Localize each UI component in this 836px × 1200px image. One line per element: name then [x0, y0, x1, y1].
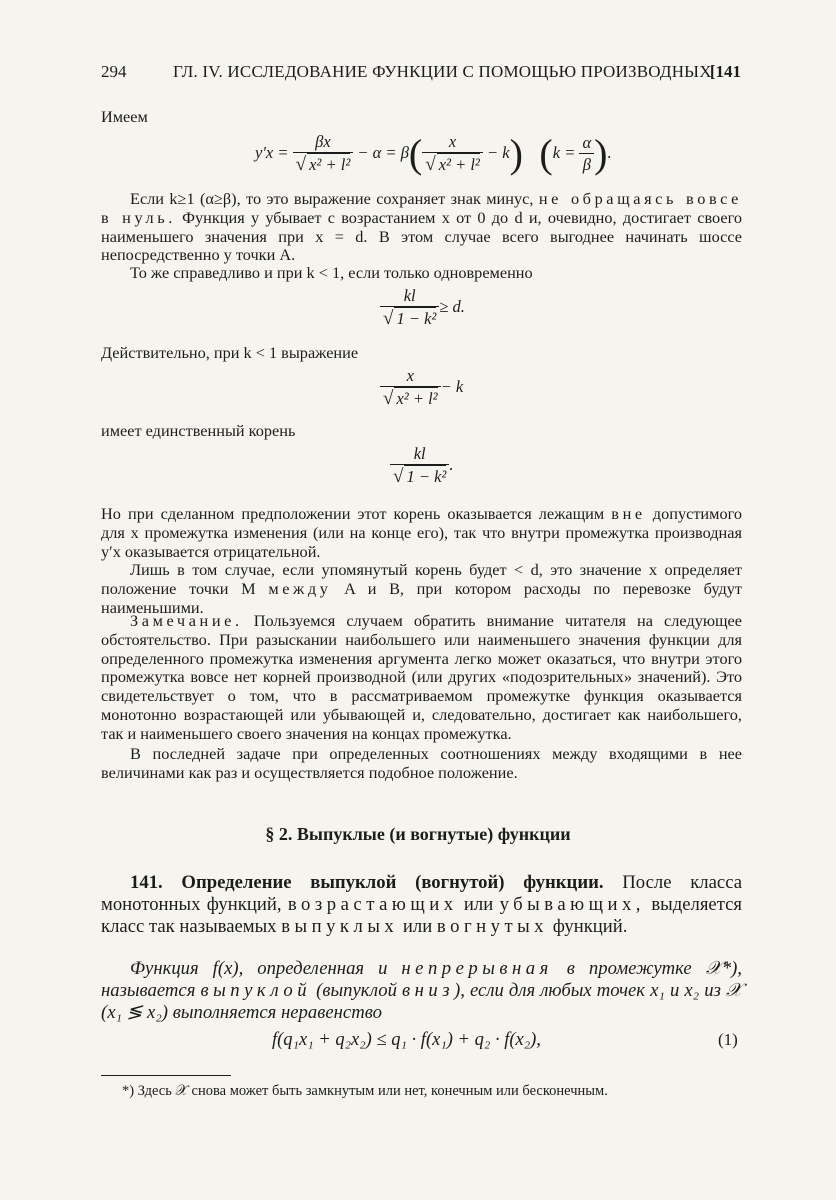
text-run: Но при сделанном предположении этот корень оказывается лежащим	[101, 504, 612, 523]
formula-tail: − k	[487, 142, 510, 162]
paragraph-4: имеет единственный корень	[101, 421, 296, 440]
fraction	[380, 286, 439, 330]
text-run: После класса монотонных функций,	[101, 872, 743, 915]
page-header	[101, 62, 741, 86]
paragraph-3: Действительно, при k < 1 выражение	[101, 343, 359, 362]
paragraph-remark	[101, 612, 742, 744]
radicand: x² + l²	[438, 155, 480, 174]
numerator: kl	[380, 286, 439, 307]
fraction	[380, 366, 441, 410]
radicand: 1 − k²	[396, 309, 437, 328]
spaced-emphasis: вогнутых	[436, 915, 549, 937]
paragraph-imeem: Имеем	[101, 107, 148, 126]
equation-number: (1)	[718, 1030, 738, 1049]
definition-paragraph	[101, 958, 742, 1023]
page-number: 294	[101, 62, 127, 81]
text-run: Если k≥1 (α≥β), то это выражение сохраняет знак минус,	[130, 189, 539, 208]
fraction	[390, 444, 449, 488]
fraction	[422, 132, 483, 176]
text-run: (выпуклой	[311, 979, 403, 1001]
formula-tail: − k	[440, 376, 464, 396]
text-run: A и B, при котором расходы по перевозке будут наименьшими.	[101, 578, 742, 617]
denominator: √ 1 − k²	[393, 466, 447, 487]
denominator: √ x² + l²	[383, 388, 438, 409]
paragraph-8: В последней задаче при определенных соотношениях между входящими в нее величинами как раз и осуществляется подобное положение.	[101, 744, 742, 782]
paragraph-5	[101, 505, 742, 561]
spaced-emphasis: выпуклых	[281, 915, 399, 937]
formula-condition	[380, 286, 465, 330]
text-run: допустимого для x промежутка изменения (или на конце его), так что внутри промежутка производная y′x оказывается отрицательной.	[101, 504, 742, 561]
numerator: x	[422, 132, 483, 153]
spaced-emphasis: не обращаясь вовсе в нуль.	[101, 189, 742, 227]
text-run: или	[398, 915, 437, 937]
radicand: 1 − k²	[406, 467, 447, 486]
spaced-emphasis: непрерывная	[401, 958, 553, 979]
fraction	[293, 132, 354, 176]
radicand: x² + l²	[396, 389, 438, 408]
text-run: в промежутке 𝒳*), называется	[101, 958, 742, 1001]
spaced-emphasis: вниз	[402, 979, 455, 1001]
text-run: ), если для любых точек x₁ и x₂ из 𝒳 (x₁ ≶ x₂) выполняется неравенство	[101, 979, 742, 1023]
denominator: √ x² + l²	[425, 154, 480, 175]
spaced-emphasis: вне	[611, 504, 646, 523]
fraction	[579, 133, 594, 176]
paragraph-2: То же справедливо и при k < 1, если только одновременно	[130, 263, 533, 282]
section-number: [141	[709, 62, 741, 81]
footnote: *) Здесь 𝒳 снова может быть замкнутым или нет, конечным или бесконечным.	[122, 1083, 608, 1099]
denominator: √ 1 − k²	[383, 308, 437, 329]
spaced-emphasis: убывающих,	[499, 893, 645, 915]
formula-lhs: y′x =	[255, 142, 289, 162]
denominator: β	[582, 154, 591, 174]
footnote-rule	[101, 1075, 231, 1076]
text-run: Функция y убывает с возрастанием x от 0 до d и, очевидно, достигает своего наименьшего значения при x = d. В этом случае всего выгоднее начинать шоссе непосредственно у точки A.	[101, 207, 742, 265]
spaced-emphasis: выпуклой	[200, 979, 312, 1001]
numerator: kl	[390, 444, 449, 465]
spaced-emphasis: возрастающих	[287, 893, 458, 915]
formula-k: k =	[552, 142, 576, 162]
formula-derivative: y′x = $\frac{\beta x}{\text{√ x² + l²}}$ − α = β( $\frac{x}{\text{√ x² + l²}}$ − k) (k = $\frac{\alpha}{\beta}$ ).	[255, 131, 612, 176]
text-run: Пользуемся случаем обратить внимание читателя на следующее обстоятельство. При разыскании наибольшего или наименьшего значения функции для определенного промежутка изменения аргумента легко может оказаться, что внутри этого промежутка вовсе нет корней производной (или других «подозрительных» значений). Это свидетельствует о том, что в рассматриваемом промежутке функция оказывается монотонно возрастающей или убывающей и, следовательно, достигает как наибольшего, так и наименьшего своего значения на концах промежутка.	[101, 611, 742, 743]
article-heading: 141. Определение выпуклой (вогнутой) функции.	[130, 872, 604, 893]
text-run: Функция f(x), определенная и	[130, 958, 402, 979]
formula-root: $\frac{kl}{\text{√ 1 − k²}}$ .	[390, 444, 453, 488]
text-run: или	[457, 893, 500, 915]
formula-relation: ≥ d.	[439, 296, 465, 316]
numerator: βx	[293, 132, 354, 153]
denominator: √ x² + l²	[295, 154, 351, 175]
running-title: ГЛ. IV. ИССЛЕДОВАНИЕ ФУНКЦИИ С ПОМОЩЬЮ ПРОИЗВОДНЫХ	[173, 62, 712, 81]
paragraph-6	[101, 561, 742, 617]
spaced-emphasis: между	[268, 578, 332, 598]
numerator: α	[579, 133, 594, 154]
formula-expression	[380, 366, 463, 410]
radicand: x² + l²	[309, 155, 351, 174]
numerator: x	[380, 366, 441, 387]
paragraph-1	[101, 190, 742, 265]
spaced-emphasis: Замечание.	[130, 611, 243, 630]
section-title: § 2. Выпуклые (и вогнутые) функции	[265, 824, 571, 844]
text-run: Лишь в том случае, если упомянутый корень будет < d, это значение x определяет положение точки M	[101, 560, 742, 598]
formula-mid: − α = β	[357, 142, 409, 162]
inequality-formula: f(q₁x₁ + q₂x₂) ≤ q₁ · f(x₁) + q₂ · f(x₂),	[272, 1030, 541, 1050]
text-run: функций.	[548, 915, 628, 937]
text-run: выделяется класс так называемых	[101, 893, 742, 937]
article-141-intro	[101, 872, 742, 937]
